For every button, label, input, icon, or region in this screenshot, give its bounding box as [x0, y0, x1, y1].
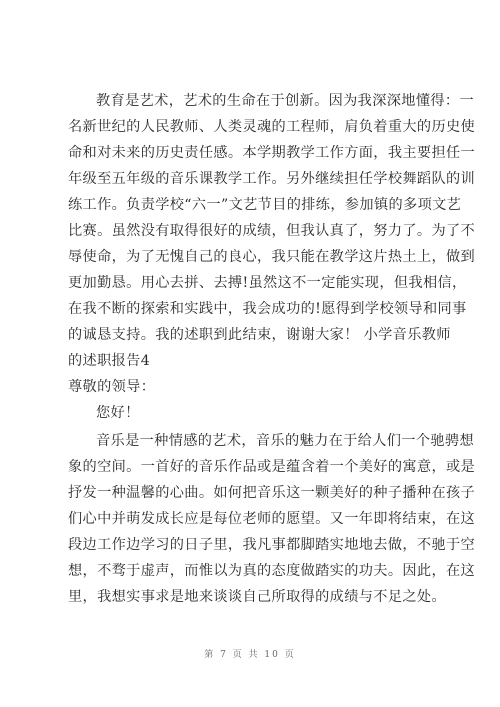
- paragraph-line: 名新世纪的人民教师、人类灵魂的工程师，肩负着重大的历史使: [68, 119, 476, 135]
- paragraph-line: 里，我想实事求是地来谈谈自己所取得的成绩与不足之处。: [68, 589, 446, 605]
- paragraph-line: 抒发一种温馨的心曲。如何把音乐这一颗美好的种子播种在孩子: [68, 485, 476, 501]
- greeting: 您好！: [96, 405, 140, 421]
- paragraph-line: 辱使命，为了无愧自己的良心，我只能在教学这片热土上，做到: [68, 249, 476, 265]
- paragraph-line: 在我不断的探索和实践中，我会成功的!愿得到学校领导和同事: [68, 301, 467, 317]
- paragraph-line: 想，不骛于虚声，而惟以为真的态度做踏实的功夫。因此，在这: [68, 563, 476, 579]
- paragraph-line: 段边工作边学习的日子里，我凡事都脚踏实地地去做，不驰于空: [68, 537, 476, 553]
- paragraph-line: 更加勤恳。用心去拼、去搏!虽然这不一定能实现，但我相信，: [68, 275, 467, 291]
- paragraph-line: 年级至五年级的音乐课教学工作。另外继续担任学校舞蹈队的训: [68, 171, 476, 187]
- paragraph-line: 的诚恳支持。我的述职到此结束，谢谢大家！ 小学音乐教师: [68, 327, 451, 343]
- salutation: 尊敬的领导：: [68, 379, 156, 395]
- paragraph-line: 们心中并萌发成长应是每位老师的愿望。又一年即将结束，在这: [68, 511, 476, 527]
- paragraph-line: 象的空间。一首好的音乐作品或是蕴含着一个美好的寓意，或是: [68, 459, 476, 475]
- page-number: 第 7 页 共 10 页: [204, 650, 296, 660]
- paragraph-line: 命和对未来的历史责任感。本学期教学工作方面，我主要担任一: [68, 145, 476, 161]
- paragraph-line: 音乐是一种情感的艺术，音乐的魅力在于给人们一个驰骋想: [96, 433, 474, 449]
- paragraph-line: 教育是艺术，艺术的生命在于创新。因为我深深地懂得：一: [96, 93, 474, 109]
- paragraph-line: 比赛。虽然没有取得很好的成绩，但我认真了，努力了。为了不: [68, 223, 476, 239]
- section-title-line: 的述职报告4: [68, 353, 151, 369]
- paragraph-line: 练工作。负责学校“六一”文艺节目的排练，参加镇的多项文艺: [68, 197, 462, 213]
